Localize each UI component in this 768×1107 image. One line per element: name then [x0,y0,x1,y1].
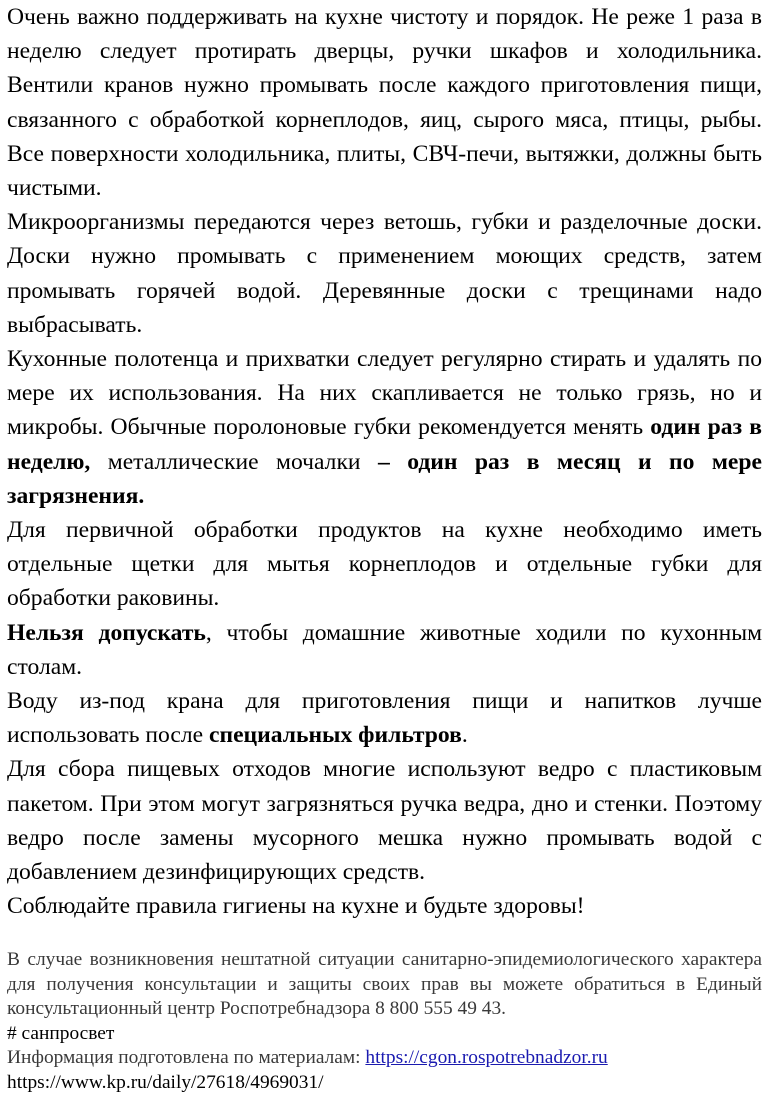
rospotrebnadzor-link[interactable]: https://cgon.rospotrebnadzor.ru [365,1047,608,1069]
paragraph-brushes: Для первичной обработки продуктов на кухне необходимо иметь отдельные щетки для мытья корнеплодов и отдельные губки для обработки раковины. [7,517,762,612]
water-text-start: Воду из-под крана для приготовления пищи и напитков лучше использовать после [7,688,762,749]
paragraph-microorganisms: Микроорганизмы передаются через ветошь, губки и разделочные доски. Доски нужно промывать с применением моющих средств, затем промывать горячей водой. Деревянные доски с трещинами надо выбрасывать. [7,209,762,338]
footer-info [7,1046,762,1071]
paragraph-waste: Для сбора пищевых отходов многие используют ведро с пластиковым пакетом. При этом могут загрязняться ручка ведра, дно и стенки. Поэтому ведро после замены мусорного мешка нужно промывать водой с добавлением дезинфицирующих средств. [7,756,762,886]
footer-consultation: В случае возникновения нештатной ситуации санитарно-эпидемиологического характера для получения консультации и защиты своих прав вы можете обратиться в Единый консультационный центр Роспотребнадзора 8 800 555 49 43. [7,949,762,1020]
towels-text-mid: металлические мочалки [90,448,378,475]
paragraph-towels [7,342,762,513]
paragraph-cleanliness: Очень важно поддерживать на кухне чистоту и порядок. Не реже 1 раза в неделю следует протирать дверцы, ручки шкафов и холодильника. Вентили кранов нужно промывать после каждого приготовления пищи, связанного с обработкой корнеплодов, яиц, сырого мяса, птицы, рыбы. Все поверхности холодильника, плиты, СВЧ-печи, вытяжки, должны быть чистыми. [7,4,762,202]
water-text-end: . [461,722,468,749]
water-bold-filters: специальных фильтров [209,722,462,749]
pets-text: , чтобы домашние животные ходили по кухонным столам. [7,619,762,680]
footer-info-label: Информация подготовлена по материалам: [7,1047,366,1069]
towels-bold-weekly: один раз в неделю, [7,414,762,475]
pets-bold-warning: Нельзя допускать [7,619,206,646]
footer-hashtag: # санпросвет [7,1022,115,1044]
footer [7,948,762,1096]
article-body [7,0,762,923]
paragraph-closing: Соблюдайте правила гигиены на кухне и будьте здоровы! [7,893,585,920]
paragraph-water [7,684,762,752]
paragraph-pets [7,616,762,684]
footer-source-url: https://www.kp.ru/daily/27618/4969031/ [7,1071,324,1093]
towels-text-start: Кухонные полотенца и прихватки следует регулярно стирать и удалять по мере их использования. На них скапливается не только грязь, но и микробы. Обычные поролоновые губки рекомендуется менять [7,346,762,441]
towels-bold-monthly: – один раз в месяц и по мере загрязнения. [7,448,762,509]
